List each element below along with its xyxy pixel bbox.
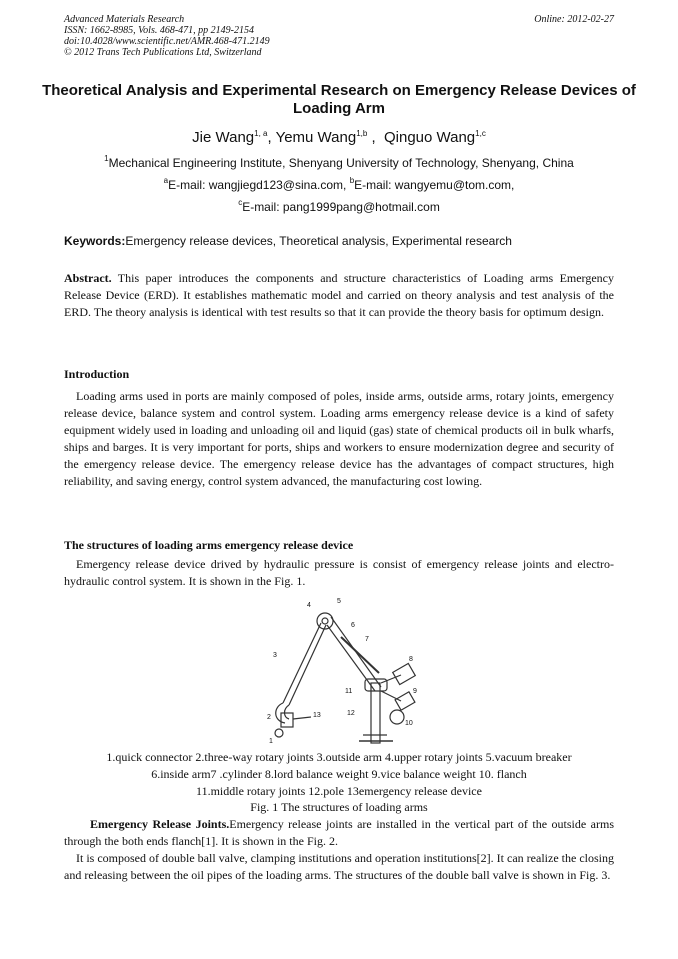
email-line-2: [40, 200, 638, 214]
abstract: [64, 270, 614, 321]
affiliation-text: Mechanical Engineering Institute, Shenyang University of Technology, Shenyang, China: [108, 156, 574, 170]
figure-label: 10: [405, 720, 413, 727]
erj-paragraph: [64, 816, 614, 850]
author-name: Qinguo Wang: [383, 129, 476, 146]
loading-arm-figure: [255, 595, 425, 745]
figure-label: 9: [413, 688, 417, 695]
outside-arm-outline-inner: [289, 625, 326, 705]
outside-arm-outline: [283, 623, 321, 703]
figure-label: 3: [273, 652, 277, 659]
author-name: Yemu Wang: [275, 129, 357, 146]
email-a[interactable]: E-mail: wangjiegd123@sina.com,: [168, 178, 347, 192]
loading-arm-drawing: [275, 613, 415, 743]
email-sup-a: a: [163, 176, 169, 185]
figure-label: 13: [313, 712, 321, 719]
abstract-text: This paper introduces the components and structure characteristics of Loading arms Emergency Release Device (ERD). It establishes mathematic model and carried on theory analysis and test analysis of the ERD. The theory analysis is identical with test results so that it can provide the theory basis for optimum design.: [64, 271, 614, 319]
issn-line: ISSN: 1662-8985, Vols. 468-471, pp 2149-2154: [64, 25, 254, 36]
figure-label: 12: [347, 710, 355, 717]
abstract-label: Abstract.: [64, 271, 112, 285]
email-sup-c: c: [238, 198, 243, 207]
email-line-1: [40, 178, 638, 192]
figure-legend-line-3: 11.middle rotary joints 12.pole 13emergency release device: [196, 784, 482, 798]
paper-title: Theoretical Analysis and Experimental Research on Emergency Release Devices of Loading Arm: [42, 82, 636, 117]
affiliation-sup: 1: [104, 154, 109, 163]
affiliation: [40, 156, 638, 170]
pole: [371, 683, 380, 743]
vice-balance-weight: [395, 692, 415, 710]
author-line: Jie Wang$^{1, a}$, Yemu Wang$^{1,b}$ , Qinguo Wang$^{1,c}$: [192, 129, 486, 146]
figure-label: 1: [269, 738, 273, 745]
quick-connector: [275, 729, 283, 737]
email-b[interactable]: E-mail: wangyemu@tom.com,: [354, 178, 515, 192]
online-date: Online: 2012-02-27: [534, 14, 614, 25]
journal-header: [64, 14, 270, 58]
author-name: Jie Wang: [192, 129, 255, 146]
figure-label: 7: [365, 636, 369, 643]
author-sup: 1,c: [475, 129, 486, 138]
erj-text: Emergency release joints are installed in the vertical part of the outside arms through the both ends flanch[1]. It is shown in the Fig. 2.: [64, 817, 614, 848]
cylinder: [341, 637, 379, 673]
introduction-heading: Introduction: [64, 367, 130, 381]
flanch: [390, 710, 404, 724]
copyright-line: © 2012 Trans Tech Publications Ltd, Switzerland: [64, 47, 262, 58]
lord-balance-weight: [393, 663, 416, 684]
figure-label: 2: [267, 714, 271, 721]
keywords-text: Emergency release devices, Theoretical analysis, Experimental research: [125, 234, 512, 248]
keywords: [64, 234, 624, 248]
keywords-label: Keywords:: [64, 234, 126, 248]
figure-label: 11: [345, 688, 353, 695]
journal-name: Advanced Materials Research: [64, 14, 185, 25]
emergency-release-device: [281, 713, 293, 727]
figure-legend-line-2: 6.inside arm7 .cylinder 8.lord balance weight 9.vice balance weight 10. flanch: [151, 767, 527, 781]
figure-caption: Fig. 1 The structures of loading arms: [250, 800, 428, 814]
email-sup-b: b: [349, 176, 355, 185]
figure-label: 8: [409, 656, 413, 663]
email-c[interactable]: E-mail: pang1999pang@hotmail.com: [242, 200, 440, 214]
compose-paragraph: It is composed of double ball valve, clamping institutions and operation institutions[2]. It can realize the closing and releasing between the oil pipes of the loading arms. The structures of the double ball valve is shown in Fig. 3.: [64, 851, 614, 882]
erj-label: Emergency Release Joints.: [90, 817, 230, 831]
figure-label: 4: [307, 602, 311, 609]
structures-heading: The structures of loading arms emergency release device: [64, 538, 354, 552]
figure-label: 5: [337, 598, 341, 605]
doi-line: doi:10.4028/www.scientific.net/AMR.468-471.2149: [64, 36, 270, 47]
author-sup: 1,b: [356, 129, 368, 138]
author-sup: 1, a: [254, 129, 268, 138]
figure-label: 6: [351, 622, 355, 629]
figure-legend-line-1: 1.quick connector 2.three-way rotary joints 3.outside arm 4.upper rotary joints 5.vacuum breaker: [106, 750, 572, 764]
introduction-text: Loading arms used in ports are mainly composed of poles, inside arms, outside arms, rotary joints, emergency release device, balance system and control system. Loading arms emergency release device is a kind of safety equipment widely used in loading and unloading oil and liquid (gas) state of chemical products oil in bulk wharfs, ships and barges. It is very important for ports, ships and workers to ensure modernization degree and security of the emergency release device. The emergency release device has the advantages of compact structures, high reliability, and saving energy, control system advanced, the manufacturing cost lowing.: [64, 389, 614, 488]
structures-text: Emergency release device drived by hydraulic pressure is consist of emergency release joints and electro-hydraulic control system. It is shown in the Fig. 1.: [64, 557, 614, 588]
